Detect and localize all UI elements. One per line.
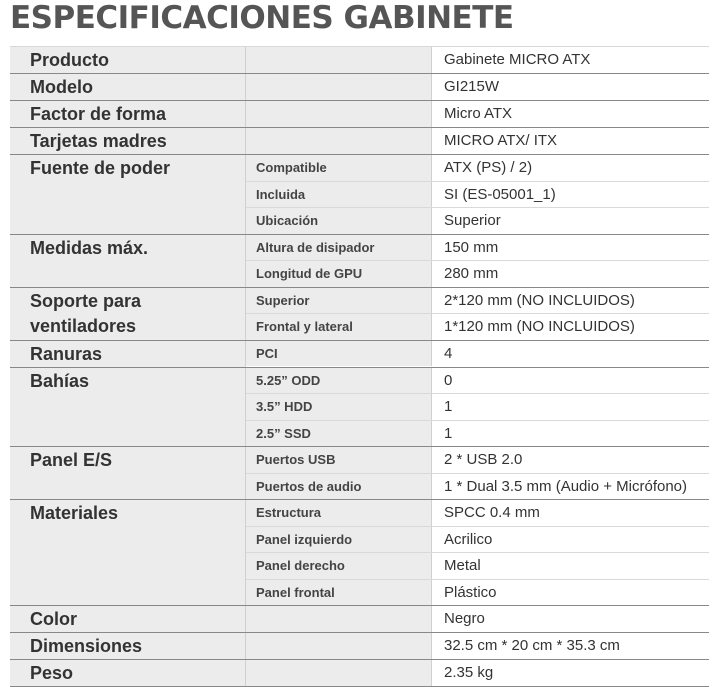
spec-rows xyxy=(246,128,709,154)
spec-label: Modelo xyxy=(10,74,246,100)
spec-row xyxy=(246,500,709,527)
spec-sublabel: Panel frontal xyxy=(246,580,432,606)
spec-group xyxy=(10,606,709,633)
spec-label: Bahías xyxy=(10,368,246,447)
spec-row xyxy=(246,660,709,686)
spec-sublabel: 3.5” HDD xyxy=(246,394,432,420)
spec-group xyxy=(10,128,709,155)
spec-label: Tarjetas madres xyxy=(10,128,246,154)
spec-row xyxy=(246,47,709,73)
spec-sublabel: Incluida xyxy=(246,182,432,208)
spec-row xyxy=(246,182,709,209)
spec-rows xyxy=(246,368,709,447)
spec-row xyxy=(246,74,709,100)
spec-row xyxy=(246,208,709,234)
spec-value: 2 * USB 2.0 xyxy=(444,451,523,469)
spec-row xyxy=(246,128,709,154)
spec-row xyxy=(246,553,709,580)
spec-sublabel: Panel izquierdo xyxy=(246,527,432,553)
spec-value: 150 mm xyxy=(444,238,499,256)
page-title: ESPECIFICACIONES GABINETE xyxy=(10,0,514,36)
spec-rows xyxy=(246,101,709,127)
spec-label: Peso xyxy=(10,660,246,686)
spec-sublabel: Longitud de GPU xyxy=(246,261,432,287)
spec-value: Micro ATX xyxy=(444,105,513,123)
spec-value: Negro xyxy=(444,610,485,628)
spec-sublabel: PCI xyxy=(246,341,432,367)
spec-rows xyxy=(246,74,709,100)
spec-rows xyxy=(246,447,709,499)
spec-group xyxy=(10,633,709,660)
spec-value: 1*120 mm (NO INCLUIDOS) xyxy=(444,318,635,336)
spec-label: Factor de forma xyxy=(10,101,246,127)
spec-sublabel: Puertos de audio xyxy=(246,474,432,500)
spec-rows xyxy=(246,606,709,632)
spec-row xyxy=(246,288,709,315)
spec-sublabel: Altura de disipador xyxy=(246,235,432,261)
spec-value: 4 xyxy=(444,344,453,362)
spec-sublabel xyxy=(246,128,432,154)
spec-sublabel xyxy=(246,74,432,100)
spec-label: Materiales xyxy=(10,500,246,605)
spec-row xyxy=(246,421,709,447)
spec-value: SPCC 0.4 mm xyxy=(444,504,540,522)
spec-label: Fuente de poder xyxy=(10,155,246,234)
spec-row xyxy=(246,261,709,287)
spec-group xyxy=(10,101,709,128)
spec-label: Medidas máx. xyxy=(10,235,246,287)
spec-table xyxy=(10,46,709,687)
spec-sublabel: Puertos USB xyxy=(246,447,432,473)
spec-rows xyxy=(246,288,709,340)
spec-value: Gabinete MICRO ATX xyxy=(444,51,591,69)
spec-value: 1 * Dual 3.5 mm (Audio + Micrófono) xyxy=(444,477,688,495)
spec-group xyxy=(10,288,709,341)
spec-group xyxy=(10,46,709,74)
spec-value: Acrilico xyxy=(444,530,493,548)
spec-label: Color xyxy=(10,606,246,632)
spec-rows xyxy=(246,633,709,659)
spec-group xyxy=(10,235,709,288)
spec-rows xyxy=(246,235,709,287)
spec-sublabel xyxy=(246,606,432,632)
spec-value: SI (ES-05001_1) xyxy=(444,185,556,203)
spec-sublabel: Estructura xyxy=(246,500,432,526)
spec-row xyxy=(246,341,709,367)
spec-rows xyxy=(246,500,709,605)
spec-sublabel xyxy=(246,660,432,686)
spec-value: 2.35 kg xyxy=(444,664,494,682)
spec-value: 32.5 cm * 20 cm * 35.3 cm xyxy=(444,637,620,655)
spec-group xyxy=(10,368,709,448)
spec-value: MICRO ATX/ ITX xyxy=(444,132,558,150)
spec-row xyxy=(246,527,709,554)
spec-row xyxy=(246,368,709,395)
spec-sublabel: Frontal y lateral xyxy=(246,314,432,340)
spec-label: Panel E/S xyxy=(10,447,246,499)
spec-value: 1 xyxy=(444,398,453,416)
spec-rows xyxy=(246,155,709,234)
spec-value: 2*120 mm (NO INCLUIDOS) xyxy=(444,291,635,309)
spec-row xyxy=(246,314,709,340)
spec-row xyxy=(246,580,709,606)
spec-sublabel xyxy=(246,47,432,73)
spec-row xyxy=(246,235,709,262)
spec-value: 1 xyxy=(444,424,453,442)
spec-rows xyxy=(246,660,709,686)
spec-label: Ranuras xyxy=(10,341,246,367)
spec-sublabel xyxy=(246,101,432,127)
spec-group xyxy=(10,447,709,500)
spec-sublabel: Ubicación xyxy=(246,208,432,234)
spec-value: ATX (PS) / 2) xyxy=(444,159,533,177)
spec-row xyxy=(246,155,709,182)
spec-row xyxy=(246,394,709,421)
spec-rows xyxy=(246,47,709,73)
spec-value: 0 xyxy=(444,371,453,389)
spec-label: Producto xyxy=(10,47,246,73)
spec-value: GI215W xyxy=(444,78,500,96)
spec-row xyxy=(246,606,709,632)
spec-sublabel: 5.25” ODD xyxy=(246,368,432,394)
spec-sublabel: Panel derecho xyxy=(246,553,432,579)
spec-value: 280 mm xyxy=(444,265,499,283)
spec-row xyxy=(246,101,709,127)
spec-row xyxy=(246,633,709,659)
spec-label: Dimensiones xyxy=(10,633,246,659)
spec-sublabel: Superior xyxy=(246,288,432,314)
spec-group xyxy=(10,74,709,101)
spec-group xyxy=(10,341,709,368)
spec-value: Superior xyxy=(444,212,501,230)
spec-value: Metal xyxy=(444,557,481,575)
spec-sublabel: 2.5” SSD xyxy=(246,421,432,447)
spec-value: Plástico xyxy=(444,583,497,601)
spec-sublabel: Compatible xyxy=(246,155,432,181)
spec-group xyxy=(10,155,709,235)
spec-row xyxy=(246,474,709,500)
spec-row xyxy=(246,447,709,474)
spec-sublabel xyxy=(246,633,432,659)
spec-label: Soporte para ventiladores xyxy=(10,288,246,340)
spec-group xyxy=(10,500,709,606)
spec-rows xyxy=(246,341,709,367)
